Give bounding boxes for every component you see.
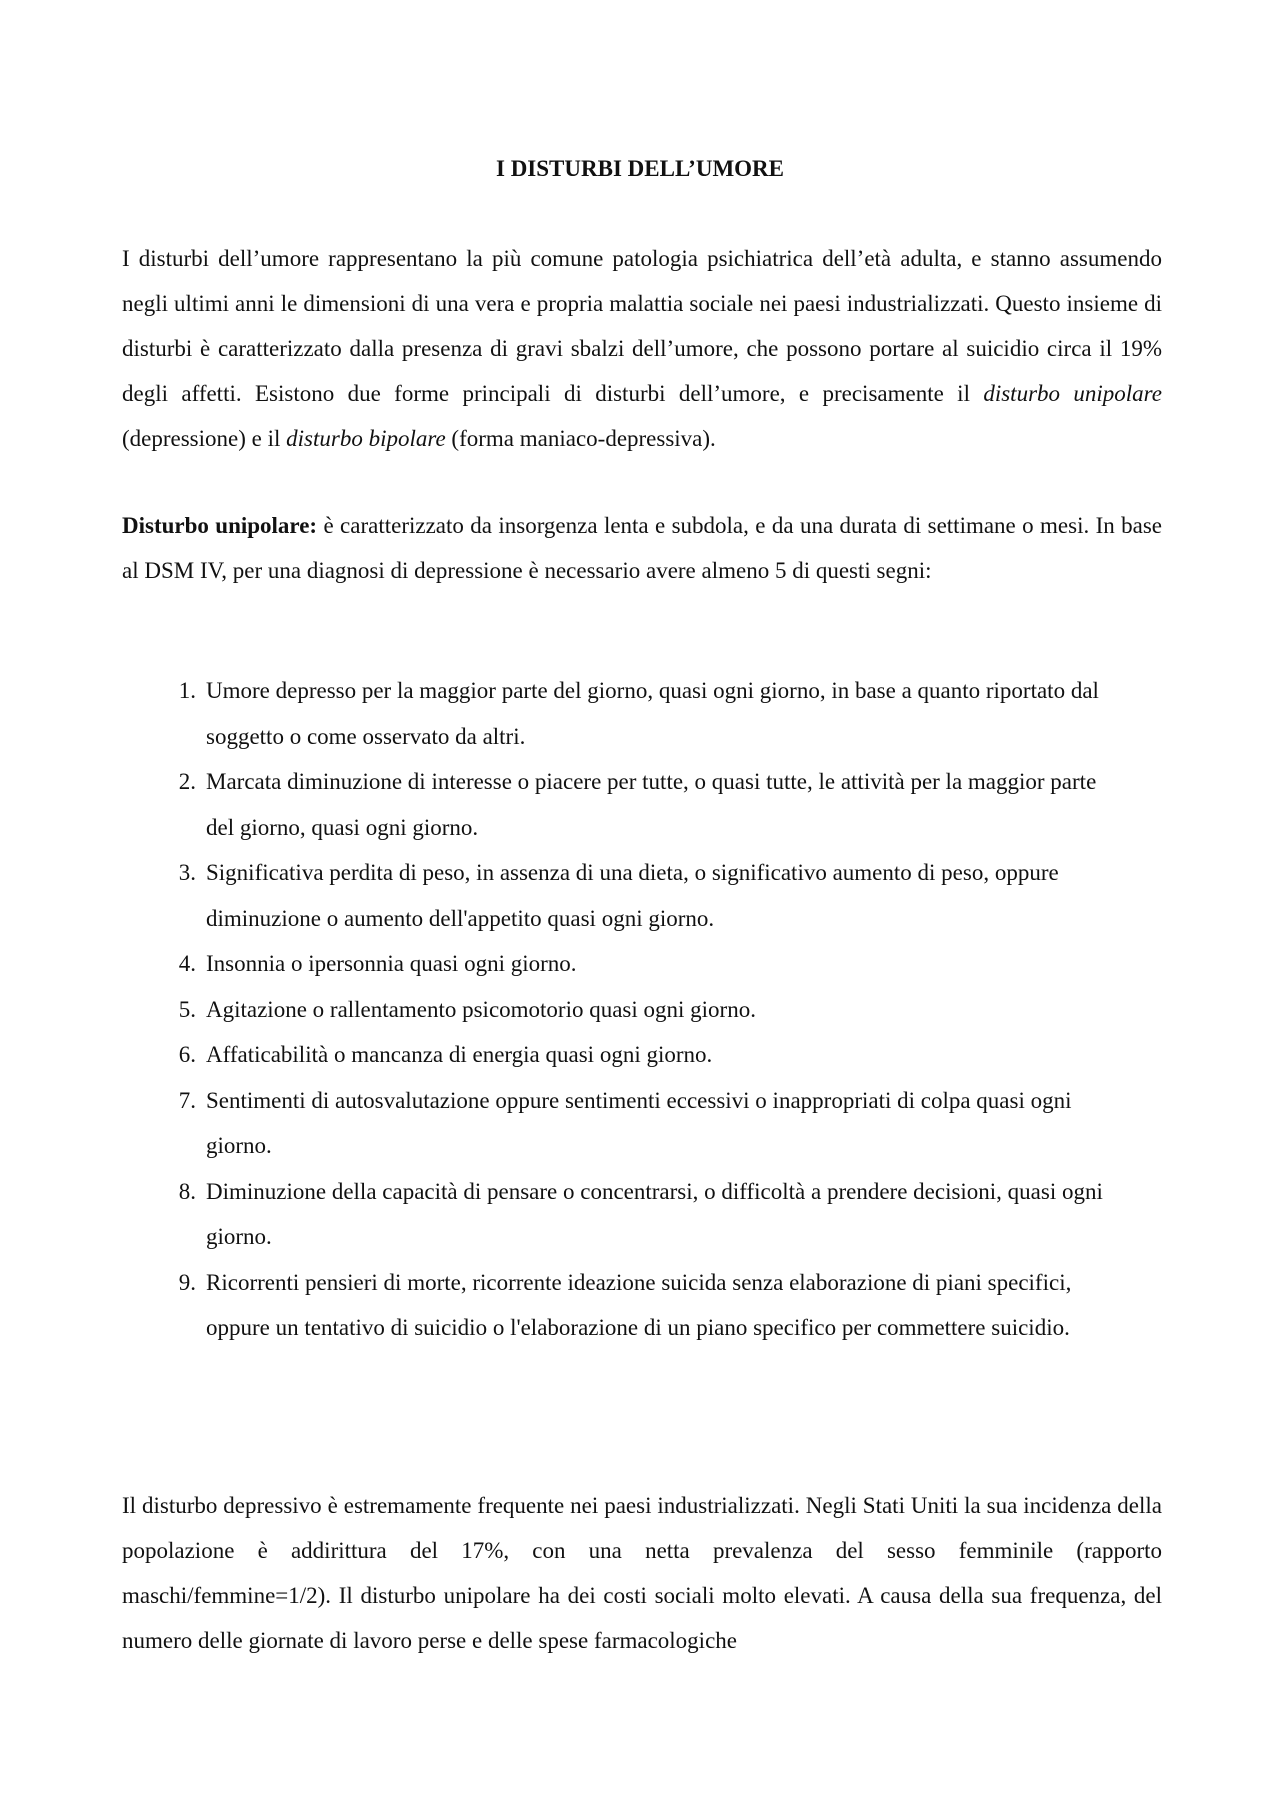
criteria-text: Significativa perdita di peso, in assenza di una dieta, o significativo aumento di peso, oppure diminuzione o aumento dell'appetito quasi ogni giorno. xyxy=(206,860,1059,931)
criteria-item xyxy=(122,941,1162,987)
criteria-list xyxy=(122,668,1162,1351)
criteria-number: 6. xyxy=(178,1042,196,1067)
intro-text-end: (forma maniaco-depressiva). xyxy=(445,426,716,451)
criteria-item xyxy=(122,1169,1162,1260)
criteria-item xyxy=(122,1260,1162,1351)
criteria-number: 3. xyxy=(178,860,196,885)
criteria-number: 2. xyxy=(178,769,196,794)
criteria-item xyxy=(122,987,1162,1033)
criteria-item xyxy=(122,1078,1162,1169)
criteria-text: Umore depresso per la maggior parte del giorno, quasi ogni giorno, in base a quanto riportato dal soggetto o come osservato da altri. xyxy=(206,678,1099,749)
unipolar-text: è caratterizzato da insorgenza lenta e subdola, e da una durata di settimane o mesi. In base al DSM IV, per una diagnosi di depressione è necessario avere almeno 5 di questi segni: xyxy=(122,513,1162,583)
criteria-item xyxy=(122,850,1162,941)
intro-text-start: I disturbi dell’umore rappresentano la più comune patologia psichiatrica dell’età adulta, e stanno assumendo negli ultimi anni le dimensioni di una vera e propria malattia sociale nei paesi industrializzati. Questo insieme di disturbi è caratterizzato dalla presenza di gravi sbalzi dell’umore, che possono portare al suicidio circa il 19% degli affetti. Esistono due forme principali di disturbi dell’umore, e precisamente il xyxy=(122,246,1162,406)
criteria-text: Sentimenti di autosvalutazione oppure sentimenti eccessivi o inappropriati di colpa quasi ogni giorno. xyxy=(206,1087,1072,1158)
criteria-number: 1. xyxy=(178,678,196,703)
criteria-number: 4. xyxy=(178,951,196,976)
criteria-text: Affaticabilità o mancanza di energia quasi ogni giorno. xyxy=(206,1042,713,1067)
criteria-number: 7. xyxy=(178,1087,196,1113)
criteria-item xyxy=(122,668,1162,759)
criteria-item xyxy=(122,759,1162,850)
unipolar-paragraph xyxy=(122,503,1162,593)
criteria-text: Agitazione o rallentamento psicomotorio quasi ogni giorno. xyxy=(206,996,756,1022)
criteria-item xyxy=(122,1032,1162,1078)
term-bipolar: disturbo bipolare xyxy=(286,426,446,451)
intro-text-middle: (depressione) e il xyxy=(122,426,287,451)
unipolar-label: Disturbo unipolare: xyxy=(122,513,318,538)
closing-paragraph: Il disturbo depressivo è estremamente frequente nei paesi industrializzati. Negli Stati Uniti la sua incidenza della popolazione è addirittura del 17%, con una netta prevalenza del sesso femminile (rapporto maschi/femmine=1/2). Il disturbo unipolare ha dei costi sociali molto elevati. A causa della sua frequenza, del numero delle giornate di lavoro perse e delle spese farmacologiche xyxy=(122,1493,1162,1653)
criteria-text: Diminuzione della capacità di pensare o concentrarsi, o difficoltà a prendere decisioni, quasi ogni giorno. xyxy=(206,1178,1103,1249)
criteria-number: 9. xyxy=(178,1269,196,1295)
document-title: I DISTURBI DELL’UMORE xyxy=(496,156,784,181)
criteria-number: 8. xyxy=(178,1178,196,1204)
criteria-text: Insonnia o ipersonnia quasi ogni giorno. xyxy=(206,951,577,976)
term-unipolar: disturbo unipolare xyxy=(983,381,1162,406)
intro-paragraph xyxy=(122,236,1162,461)
criteria-text: Ricorrenti pensieri di morte, ricorrente ideazione suicida senza elaborazione di piani specifici, oppure un tentativo di suicidio o l'elaborazione di un piano specifico per commettere suicidio. xyxy=(206,1269,1072,1340)
criteria-number: 5. xyxy=(178,996,196,1022)
criteria-text: Marcata diminuzione di interesse o piacere per tutte, o quasi tutte, le attività per la maggior parte del giorno, quasi ogni giorno. xyxy=(206,769,1097,840)
